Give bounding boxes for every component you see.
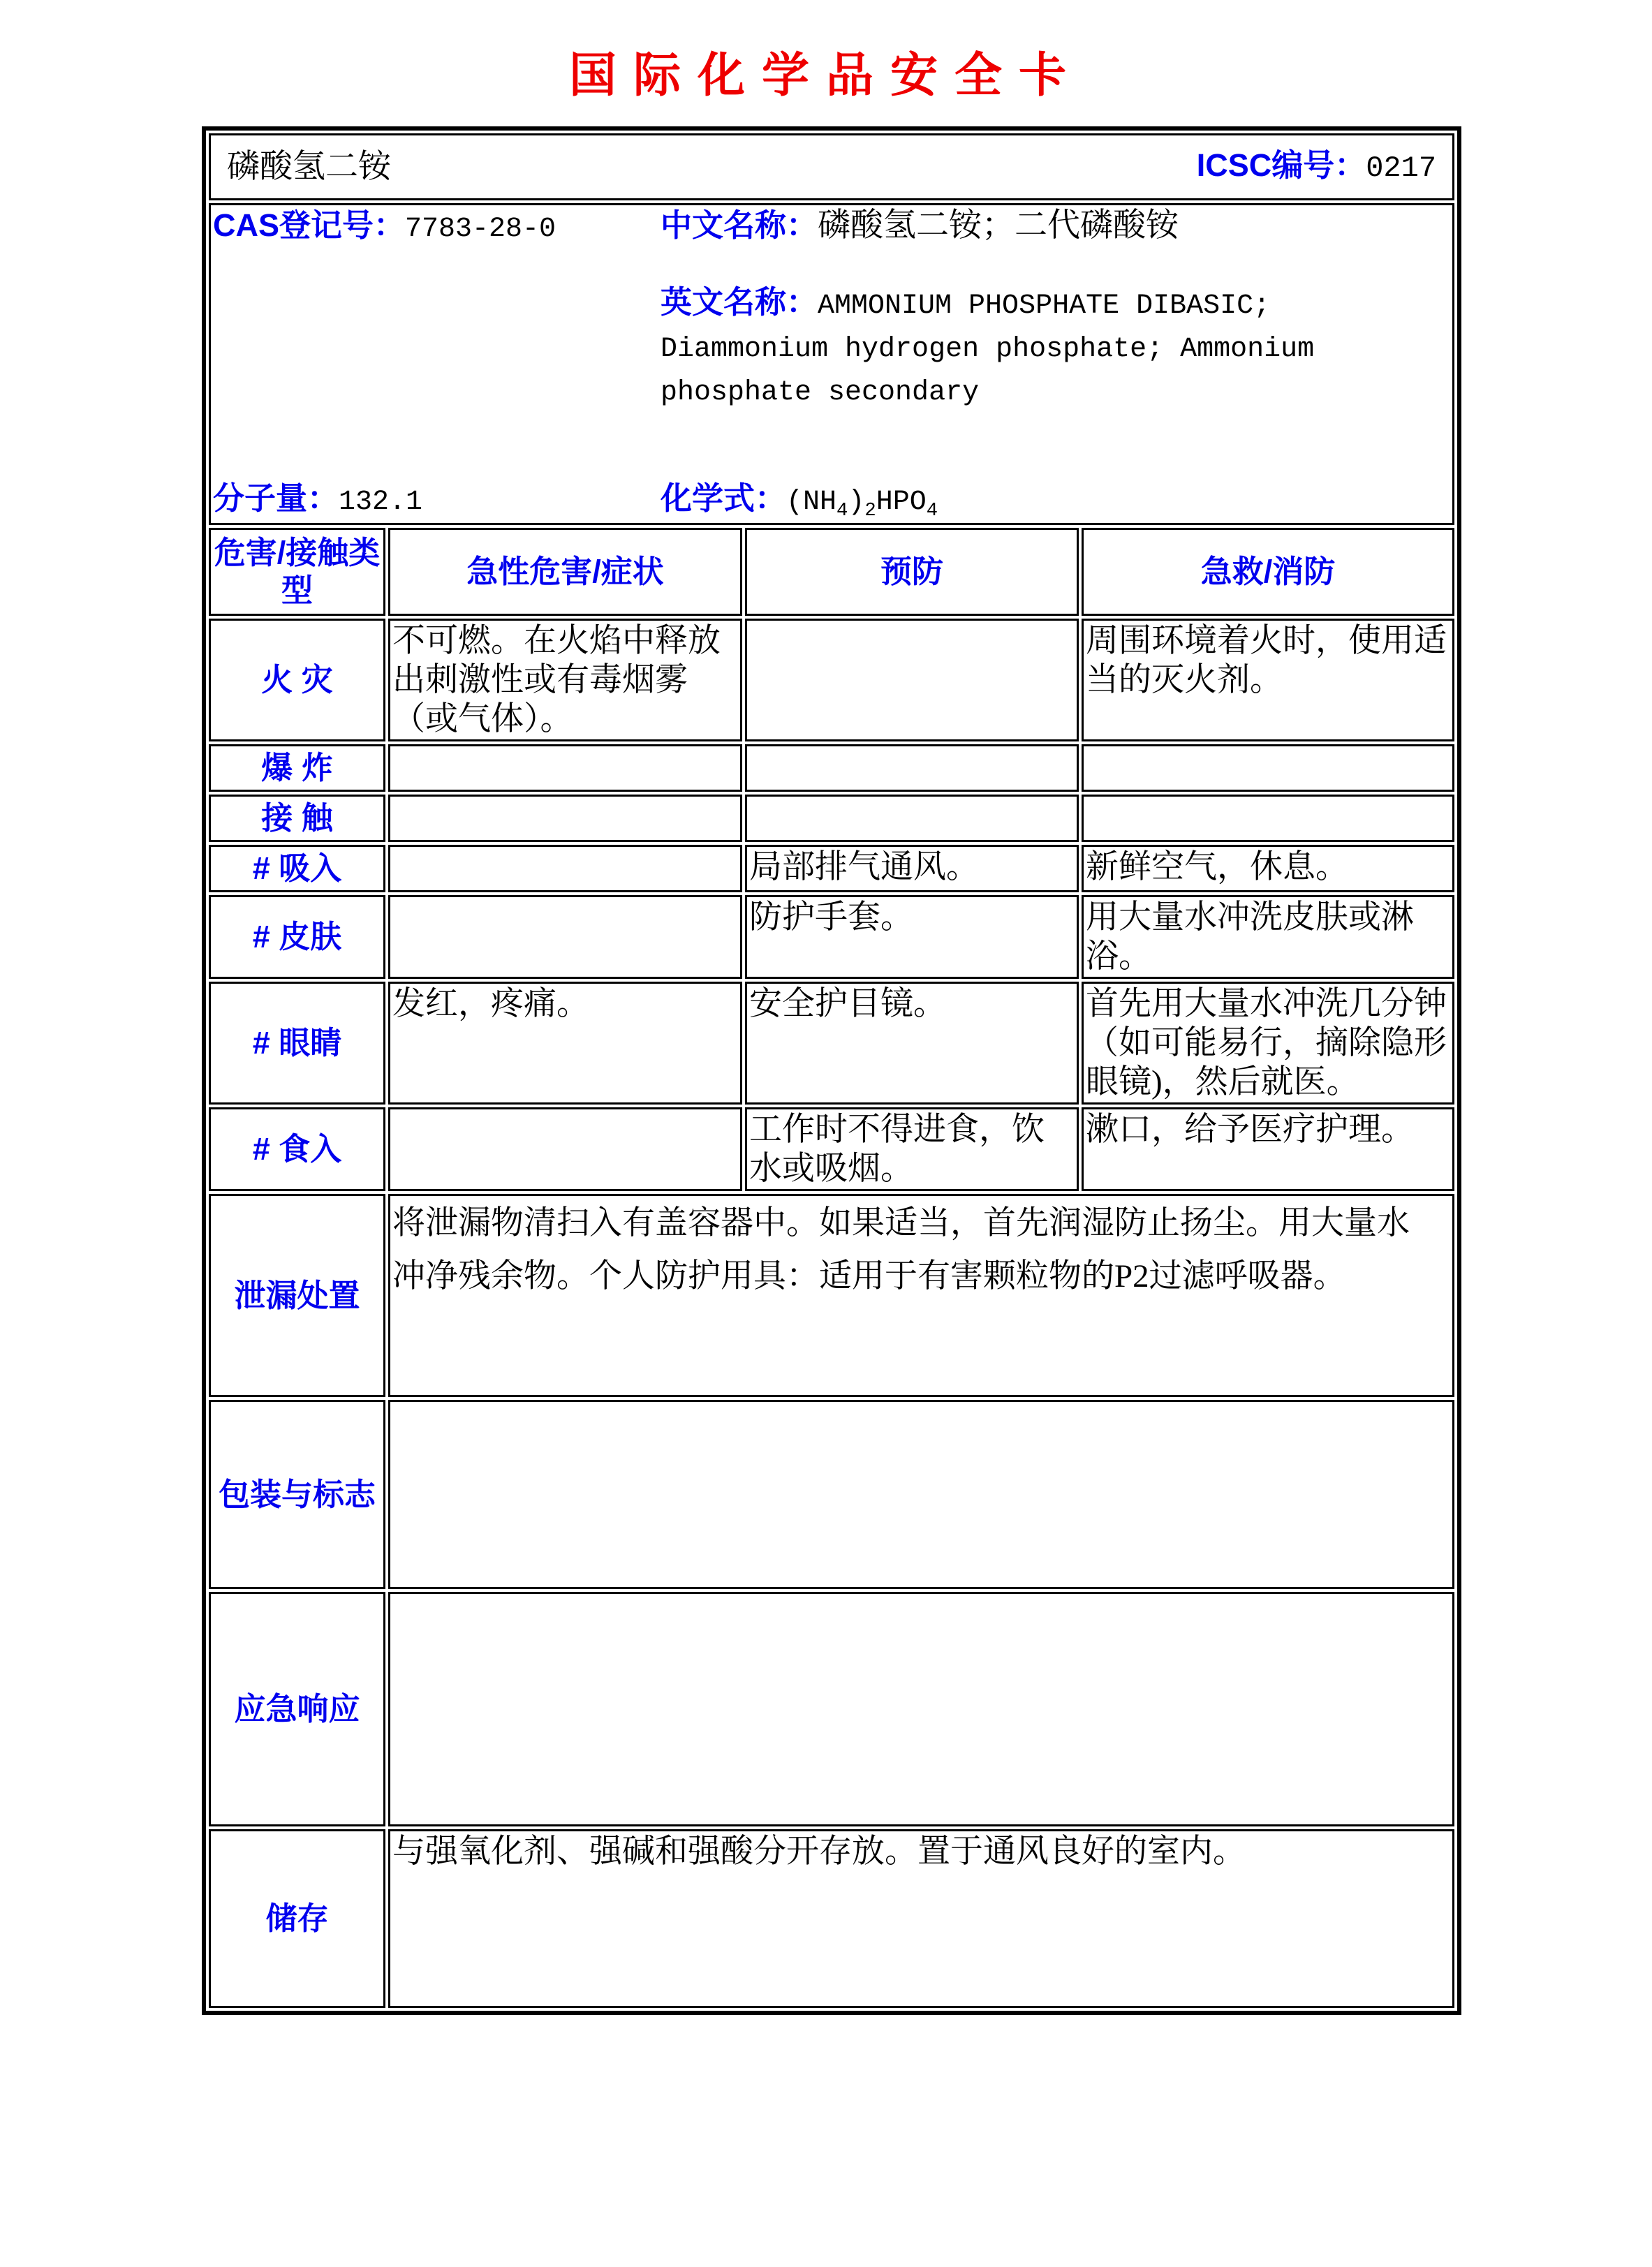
hazard-row-ingestion <box>209 1107 1454 1191</box>
hazard-row-eyes <box>209 982 1454 1105</box>
cas-label: CAS登记号： <box>213 207 406 243</box>
col-header-symptoms: 急性危害/症状 <box>388 528 742 616</box>
inhalation-prevention-cell: 局部排气通风。 <box>745 845 1079 892</box>
section-row-spillage <box>209 1194 1454 1397</box>
card-header-row <box>209 133 1454 200</box>
packaging-content-cell <box>388 1400 1454 1589</box>
section-row-packaging <box>209 1400 1454 1589</box>
fire-first-aid-cell: 周围环境着火时，使用适当的灭火剂。 <box>1082 619 1454 741</box>
identity-cell <box>209 203 1454 525</box>
cas-and-cn-name-row <box>213 206 1450 249</box>
spillage-content-cell: 将泄漏物清扫入有盖容器中。如果适当，首先润湿防止扬尘。用大量水冲净残余物。个人防护用具：适用于有害颗粒物的P2过滤呼吸器。 <box>388 1194 1454 1397</box>
mw-formula-row <box>213 479 1450 522</box>
skin-first-aid-cell: 用大量水冲洗皮肤或淋浴。 <box>1082 895 1454 979</box>
hazard-row-contact <box>209 795 1454 842</box>
cn-name-group <box>661 206 1450 245</box>
explosion-first-aid-cell <box>1082 744 1454 792</box>
emergency-label: 应急响应 <box>209 1592 385 1826</box>
section-row-emergency <box>209 1592 1454 1826</box>
en-name-row <box>213 283 1450 413</box>
cas-number: 7783-28-0 <box>405 214 556 245</box>
icsc-number-group <box>1197 146 1436 188</box>
ingestion-first-aid-cell: 漱口，给予医疗护理。 <box>1082 1107 1454 1191</box>
storage-label: 储存 <box>209 1829 385 2008</box>
skin-label: # 皮肤 <box>209 895 385 979</box>
storage-content-cell: 与强氧化剂、强碱和强酸分开存放。置于通风良好的室内。 <box>388 1829 1454 2008</box>
skin-symptoms-cell <box>388 895 742 979</box>
ingestion-prevention-cell: 工作时不得进食，饮水或吸烟。 <box>745 1107 1079 1191</box>
emergency-content-cell <box>388 1592 1454 1826</box>
card-header-cell <box>209 133 1454 200</box>
fire-prevention-cell <box>745 619 1079 741</box>
hazard-row-inhalation <box>209 845 1454 892</box>
cn-name-label: 中文名称： <box>661 207 818 243</box>
hazard-header-row <box>209 528 1454 616</box>
explosion-prevention-cell <box>745 744 1079 792</box>
eyes-label: # 眼睛 <box>209 982 385 1105</box>
mw-value: 132.1 <box>339 487 423 518</box>
substance-name: 磷酸氢二铵 <box>227 149 391 185</box>
eyes-prevention-cell: 安全护目镜。 <box>745 982 1079 1105</box>
section-row-storage <box>209 1829 1454 2008</box>
ingestion-label: # 食入 <box>209 1107 385 1191</box>
col-header-prevention: 预防 <box>745 528 1079 616</box>
contact-label: 接 触 <box>209 795 385 842</box>
page-title: 国际化学品安全卡 <box>568 49 1083 102</box>
chemical-formula-value: $(NH_4)_2HPO_4$ <box>786 487 938 522</box>
inhalation-label: # 吸入 <box>209 845 385 892</box>
hazard-row-skin <box>209 895 1454 979</box>
fire-label: 火 灾 <box>209 619 385 741</box>
cn-name-value: 磷酸氢二铵；二代磷酸铵 <box>818 207 1179 244</box>
mw-label: 分子量： <box>213 480 339 516</box>
explosion-symptoms-cell <box>388 744 742 792</box>
explosion-label: 爆 炸 <box>209 744 385 792</box>
en-name-group <box>661 283 1450 413</box>
eyes-symptoms-cell: 发红，疼痛。 <box>388 982 742 1105</box>
en-name-label: 英文名称： <box>661 284 818 320</box>
spillage-label: 泄漏处置 <box>209 1194 385 1397</box>
formula-label: 化学式： <box>661 480 787 516</box>
icsc-number-value: 0217 <box>1366 152 1437 185</box>
icsc-number-label: ICSC编号： <box>1196 147 1366 183</box>
hazard-row-explosion <box>209 744 1454 792</box>
contact-symptoms-cell <box>388 795 742 842</box>
ingestion-symptoms-cell <box>388 1107 742 1191</box>
formula-group <box>661 479 1450 522</box>
skin-prevention-cell: 防护手套。 <box>745 895 1079 979</box>
col-header-first-aid: 急救/消防 <box>1082 528 1454 616</box>
inhalation-first-aid-cell: 新鲜空气，休息。 <box>1082 845 1454 892</box>
packaging-label: 包装与标志 <box>209 1400 385 1589</box>
contact-prevention-cell <box>745 795 1079 842</box>
icsc-card-table <box>202 126 1461 2015</box>
identity-row <box>209 203 1454 525</box>
cas-group <box>213 206 661 249</box>
fire-symptoms-cell: 不可燃。在火焰中释放出刺激性或有毒烟雾（或气体）。 <box>388 619 742 741</box>
hazard-row-fire <box>209 619 1454 741</box>
inhalation-symptoms-cell <box>388 845 742 892</box>
contact-first-aid-cell <box>1082 795 1454 842</box>
mw-group <box>213 479 661 522</box>
eyes-first-aid-cell: 首先用大量水冲洗几分钟（如可能易行，摘除隐形眼镜)，然后就医。 <box>1082 982 1454 1105</box>
col-header-hazard-type: 危害/接触类型 <box>209 528 385 616</box>
en-name-value: AMMONIUM PHOSPHATE DIBASIC; Diammonium hydrogen phosphate; Ammonium phosphate secondary <box>661 290 1315 408</box>
